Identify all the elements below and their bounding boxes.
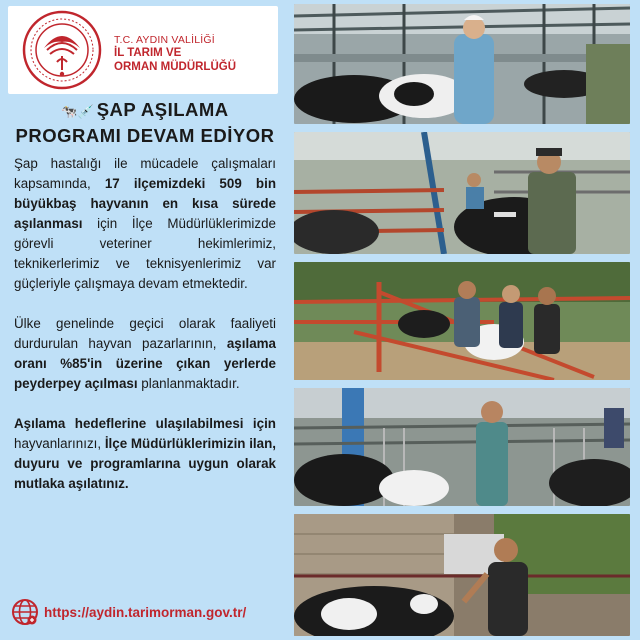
photo-worker-with-cow	[294, 514, 630, 636]
photo-vet-vaccinating-cattle-barn	[294, 4, 630, 124]
logo-directorate-line2: ORMAN MÜDÜRLÜĞÜ	[114, 61, 237, 73]
p1-text-c: için İlçe Müdürlüklerimizde görevli veteriner hekimlerimiz, teknikerlerimiz ve teknisyenlerimiz var güçleriyle çalışmaya devam etmektedir.	[14, 216, 276, 291]
headline-line1: ŞAP AŞILAMA	[96, 99, 229, 120]
website-link[interactable]: https://aydin.tarimorman.gov.tr/	[44, 604, 247, 620]
p2-text-a: Ülke genelinde geçici olarak faaliyeti durdurulan hayvan pazarlarının,	[14, 316, 276, 351]
photo-team-in-outdoor-pen	[294, 262, 630, 380]
paragraph-3	[14, 414, 276, 494]
p1-text-a: Şap hastalığı ile mücadele çalışmaları kapsamında,	[14, 156, 276, 191]
p3-text-bold-c: İlçe Müdürlüklerimizin ilan, duyuru ve programlarına uygun olarak mutlaka aşılatınız.	[14, 436, 276, 491]
ministry-emblem-icon	[22, 10, 102, 90]
headline-line2: PROGRAMI DEVAM EDİYOR	[15, 125, 275, 146]
announcement-body	[14, 154, 276, 514]
p3-text-b: hayvanlarınızı,	[14, 436, 105, 451]
logo-card	[8, 6, 278, 94]
headline	[6, 98, 284, 148]
p1-text-bold: 17 ilçemizdeki 509 bin büyükbaş hayvanın en kısa sürede aşılanması	[14, 176, 276, 231]
logo-text	[114, 34, 236, 74]
paragraph-2	[14, 314, 276, 394]
website-link-row[interactable]	[10, 598, 286, 626]
cow-syringe-emoji: 🐄💉	[61, 104, 94, 119]
logo-governorship: T.C. AYDIN VALİLİĞİ	[114, 34, 215, 46]
paragraph-1	[14, 154, 276, 294]
globe-icon	[10, 597, 40, 627]
p3-text-bold-a: Aşılama hedeflerine ulaşılabilmesi için	[14, 416, 276, 431]
photo-vets-in-stall-row	[294, 388, 630, 506]
p2-text-bold: aşılama oranı %85'in üzerine çıkan yerlerde peyderpey açılması	[14, 336, 276, 391]
logo-directorate-line1: İL TARIM VE	[114, 47, 182, 59]
photo-vet-with-syringe-cattle-pen	[294, 132, 630, 254]
p2-text-c: planlanmaktadır.	[137, 376, 240, 391]
